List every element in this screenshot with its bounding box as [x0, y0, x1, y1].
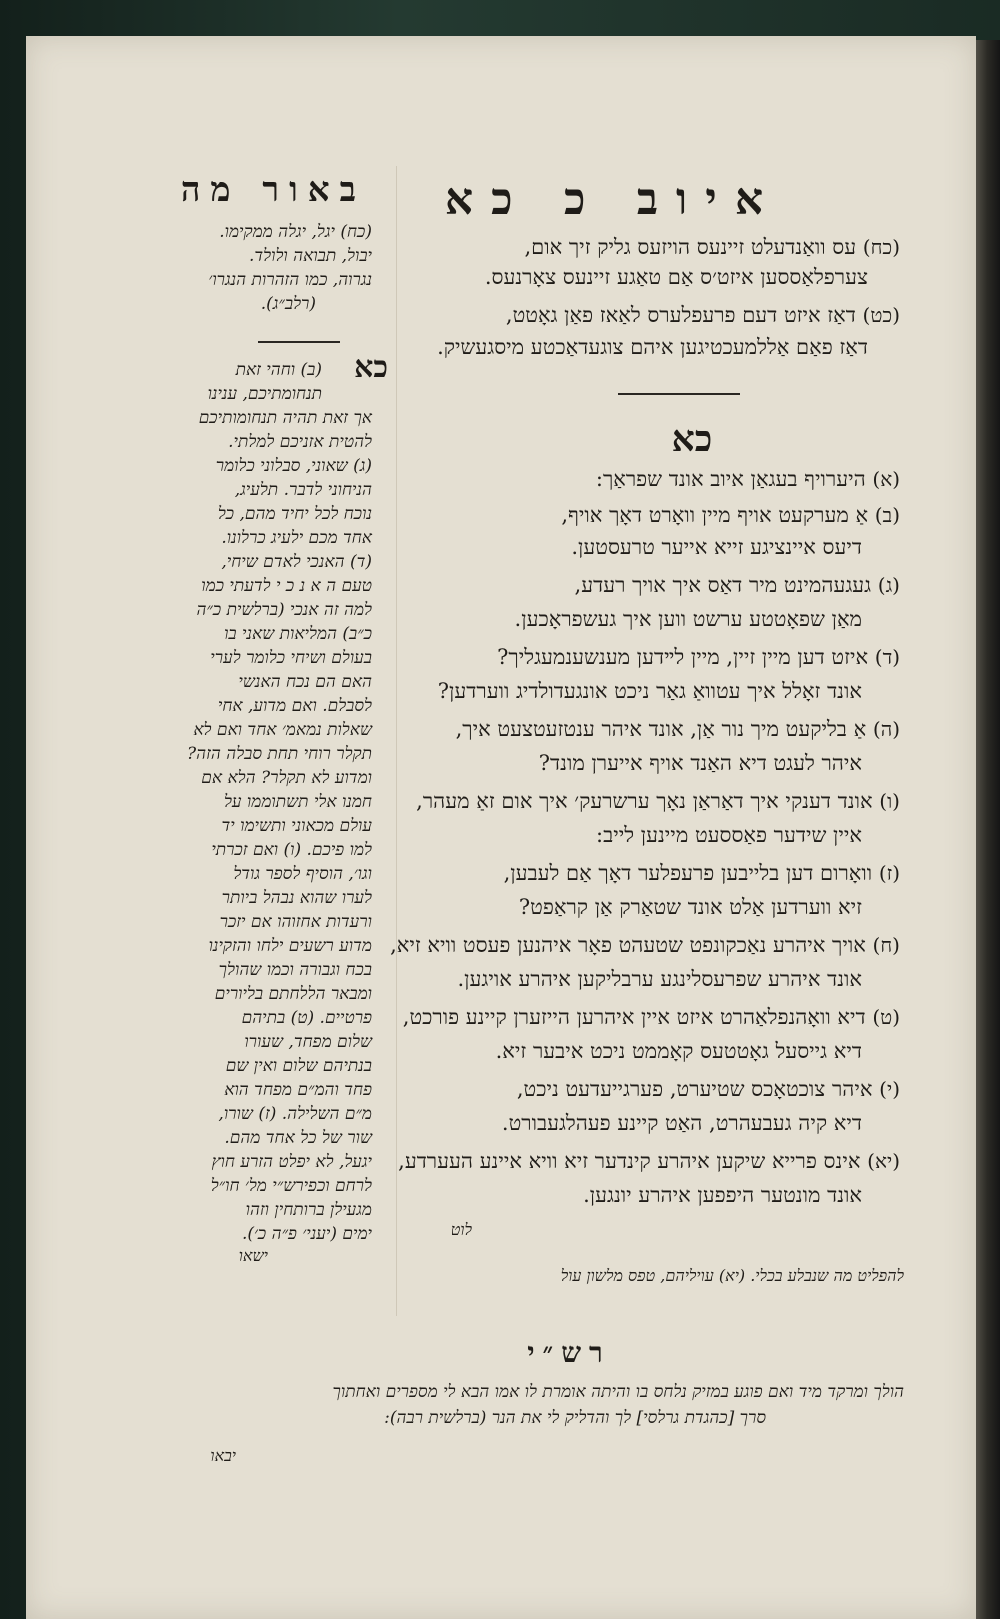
commentary-line: (ג) שאוני, סבלוני כלומר — [215, 456, 372, 476]
verse-text: געגעהמינט מיר דאַס איך אויך רעדע, — [574, 573, 872, 597]
verse-line — [402, 892, 862, 922]
verse-line — [402, 604, 862, 634]
commentary-line: הניחוני לדבר. תלעיג, — [234, 480, 372, 500]
chapter-heading: כא — [671, 418, 713, 460]
verse-number: (ג) — [877, 573, 900, 597]
commentary-line: ימים (יעני׳ פ״ה כ׳). — [241, 1224, 372, 1244]
verse-number: (ז) — [878, 861, 900, 885]
commentary-line: וגו׳, הוסיף לספר גודל — [233, 864, 372, 884]
commentary-line: לסבלם. ואם מדוע, אחי — [217, 696, 372, 716]
commentary-line: לרחם וכפירש״י מל׳ חו״ל — [210, 1176, 372, 1196]
verse-text: אַ בליקעט מיך נור אַן, אונד איהר ענטזעטצעט איך, — [455, 717, 867, 741]
verse-text: היערויף בעגאַן איוב אונד שפראַך: — [595, 467, 866, 491]
verse-number: (א) — [872, 467, 900, 491]
commentary-line: ומדוע לא תקלר? הלא אם — [201, 768, 372, 788]
page-title: איוב כ כא — [444, 174, 782, 225]
commentary-line: נגרוה, כמו הזהרות הנגרו׳ — [208, 270, 372, 290]
commentary-line: (ד) האנכי לאדם שיחי, — [221, 552, 372, 572]
commentary-line: יגעל, לא יפלט הזרע חוץ — [211, 1152, 372, 1172]
verse-line — [402, 500, 900, 530]
commentary-line: בעולם ושיחי כלומר לערי — [210, 648, 372, 668]
verse-text: צערפלאַססען איזט׳ס אַם טאַגע זיינעס צאָרנעס. — [484, 265, 868, 289]
verse-line — [402, 570, 900, 600]
commentary-line: האם הם נכח האנשי — [238, 672, 372, 692]
verse-number: (ו) — [879, 789, 900, 813]
rashi-line: הולך ומרקד מיד ואם פוגע במזיק נלחס בו והיתה אומרת לו אמו הבא לי מספרים ואחתוך — [332, 1382, 904, 1402]
commentary-rule — [258, 341, 340, 343]
verse-line — [402, 1180, 862, 1210]
book-page — [26, 36, 976, 1619]
commentary-line: בנתיהם שלום ואין שם — [225, 1056, 372, 1076]
verse-number: (ד) — [874, 645, 900, 669]
commentary-line: למו פיכם. (ו) ואם זכרתי — [211, 840, 372, 860]
verse-number: (י) — [879, 1077, 900, 1101]
verse-line — [402, 820, 862, 850]
verse-line — [402, 1074, 900, 1104]
verse-number: (ב) — [874, 503, 900, 527]
verse-line — [402, 748, 862, 778]
commentary-line: פרטיים. (ט) בתיהם — [241, 1008, 372, 1028]
verse-text: איהר צוכטאָכס שטיערט, פערגייעדעט ניכט, — [516, 1077, 873, 1101]
verse-line — [402, 786, 900, 816]
commentary-catchword: ישאו — [238, 1246, 268, 1265]
verse-line — [402, 300, 900, 330]
verse-line — [390, 930, 900, 960]
verse-line — [402, 642, 900, 672]
commentary-line: חמנו אלי תשתוממו על — [223, 792, 372, 812]
verse-number: (יא) — [867, 1149, 900, 1173]
commentary-line: כ״ב) המליאות שאני בו — [224, 624, 372, 644]
verse-text: דיא גייסעל גאָטטעס קאָממט ניכט איבער זיא. — [495, 1039, 862, 1063]
verse-line — [402, 464, 900, 494]
commentary-line: מדוע רשעים ילחו והזקינו — [208, 936, 372, 956]
commentary-line: טעם ה א נ כ י לדעתי כמו — [201, 576, 372, 596]
verse-text: אונד דענקי איך דאַראַן נאָך ערשרעק׳ איך אום זאַ מעהר, — [416, 789, 873, 813]
verse-line — [402, 858, 900, 888]
commentary-chapter-label: כא — [354, 350, 388, 385]
verse-text: אונד זאָלל איך עטוואַ גאַר ניכט אונגעדולדיג ווערדען? — [437, 679, 862, 703]
verse-text: אינס פרייא שיקען איהרע קינדער זיא וויא איינע העערדע, — [398, 1149, 861, 1173]
commentary-line: שאלות נמאמ׳ אחד ואם לא — [193, 720, 372, 740]
verse-number: (ה) — [872, 717, 900, 741]
commentary-line: (רלב״ג). — [260, 294, 316, 314]
verse-text: דאַז איזט דעם פרעפלערס לאַאז פאַן גאָטט, — [505, 303, 856, 327]
verse-line — [402, 232, 900, 262]
commentary-line: עולם מכאוני ותשימו יד — [221, 816, 372, 836]
rashi-catchword: יבאו — [210, 1446, 236, 1465]
commentary-line: יבול, תבואה ולולד. — [248, 246, 372, 266]
verse-text: וואָרום דען בלייבען פרעפלער דאָך אַם לעבען, — [503, 861, 873, 885]
verse-line — [402, 964, 862, 994]
commentary-line: פחד והמ״ם מפחד הוא — [224, 1080, 372, 1100]
verse-line — [402, 676, 862, 706]
commentary-line: ורעדות אחזוהו אם יזכר — [219, 912, 372, 932]
verse-number: (כח) — [862, 235, 900, 259]
commentary-line: תנחומתיכם, ענינו — [207, 384, 322, 404]
verse-text: זיא ווערדען אַלט אונד שטאַרק אַן קראַפט? — [518, 895, 862, 919]
catchword-main: לוט — [450, 1220, 472, 1239]
section-rule — [618, 393, 740, 395]
commentary-line: מגעילן ברותחין וזהו — [245, 1200, 372, 1220]
verse-line — [398, 1146, 900, 1176]
commentary-line: מ״ם השלילה. (ז) שורו, — [218, 1104, 372, 1124]
verse-line — [402, 1108, 862, 1138]
verse-text: איין שידער פאַססעט מיינען לייב: — [596, 823, 862, 847]
commentary-line: לערו שהוא נבהל ביותר — [221, 888, 372, 908]
verse-text: דאַז פאַם אַללמעכטיגען איהם צוגעדאַכטע מיסגעשיק. — [437, 335, 868, 359]
verse-line — [402, 714, 900, 744]
commentary-line: למה זה אנכי (ברלשית כ״ה — [196, 600, 372, 620]
verse-text: איזט דען מיין זיין, מיין לײדען מענשענמעגליך? — [497, 645, 869, 669]
commentary-line: להטית אזניכם למלתי. — [228, 432, 372, 452]
verse-text: אויך איהרע נאַכקונפט שטעהט פאָר איהנען פעסט וויא זיא, — [390, 933, 866, 957]
commentary-line: שור של כל אחד מהם. — [224, 1128, 372, 1148]
verse-text: איהר לעגט דיא האַנד אויף אייערן מונד? — [538, 751, 862, 775]
commentary-line: אחד מכם ילעיג כרלונו. — [221, 528, 372, 548]
verse-text: עס וואַנדעלט זיינעס הויזעס גליק זיך אום, — [524, 235, 857, 259]
verse-line — [402, 262, 868, 292]
verse-text: דיא קיה געבעהרט, האַט קיינע פעהלגעבורט. — [501, 1111, 862, 1135]
verse-text: אונד איהרע שפרעסלינגע ערבליקען איהרע אויגען. — [457, 967, 862, 991]
bottom-line: להפליט מה שנבלע בכלי. (יא) עויליהם, טפס מלשון עול — [560, 1266, 904, 1285]
commentary-line: (כח) יגל, יגלה ממקימו. — [219, 222, 372, 242]
commentary-line: בכח וגבורה וכמו שהולך — [218, 960, 372, 980]
verse-number: (ט) — [872, 1005, 900, 1029]
verse-line — [402, 1002, 900, 1032]
verse-number: (כט) — [862, 303, 900, 327]
commentary-line: ומבאר הללחתם בליורים — [214, 984, 372, 1004]
rashi-title: רש״י — [527, 1336, 611, 1369]
verse-text: דיעס איינציגע זייא אייער טרעסטען. — [571, 535, 862, 559]
commentary-line: תקלר רוחי תחת סבלה הזה? — [187, 744, 372, 764]
commentary-line: שלום מפחד, שעורו — [244, 1032, 372, 1052]
verse-text: מאַן שפאָטטע ערשט ווען איך געשפראָכען. — [514, 607, 862, 631]
commentary-line: (ב) וחהי זאת — [235, 360, 322, 380]
verse-line — [402, 1036, 862, 1066]
verse-line — [402, 532, 862, 562]
column-separator — [396, 166, 397, 1316]
commentary-line: אך זאת תהיה תנחומותיכם — [198, 408, 372, 428]
verse-text: דיא וואָהנפלאַהרט איזט איין איהרען הייזערן קיינע פורכט, — [402, 1005, 866, 1029]
verse-line — [402, 332, 868, 362]
commentary-line: נוכח לכל יחיד מהם, כל — [217, 504, 372, 524]
rashi-line: סרך [כהגדת גרלסי] לך והדליק לי את הנר (ברלשית רבה): — [384, 1408, 766, 1428]
commentary-title: באור מה — [180, 170, 366, 210]
verse-text: אונד מונטער היפפען איהרע יונגען. — [583, 1183, 862, 1207]
verse-number: (ח) — [872, 933, 900, 957]
verse-text: אַ מערקעט אויף מיין וואָרט דאָך אויף, — [561, 503, 869, 527]
